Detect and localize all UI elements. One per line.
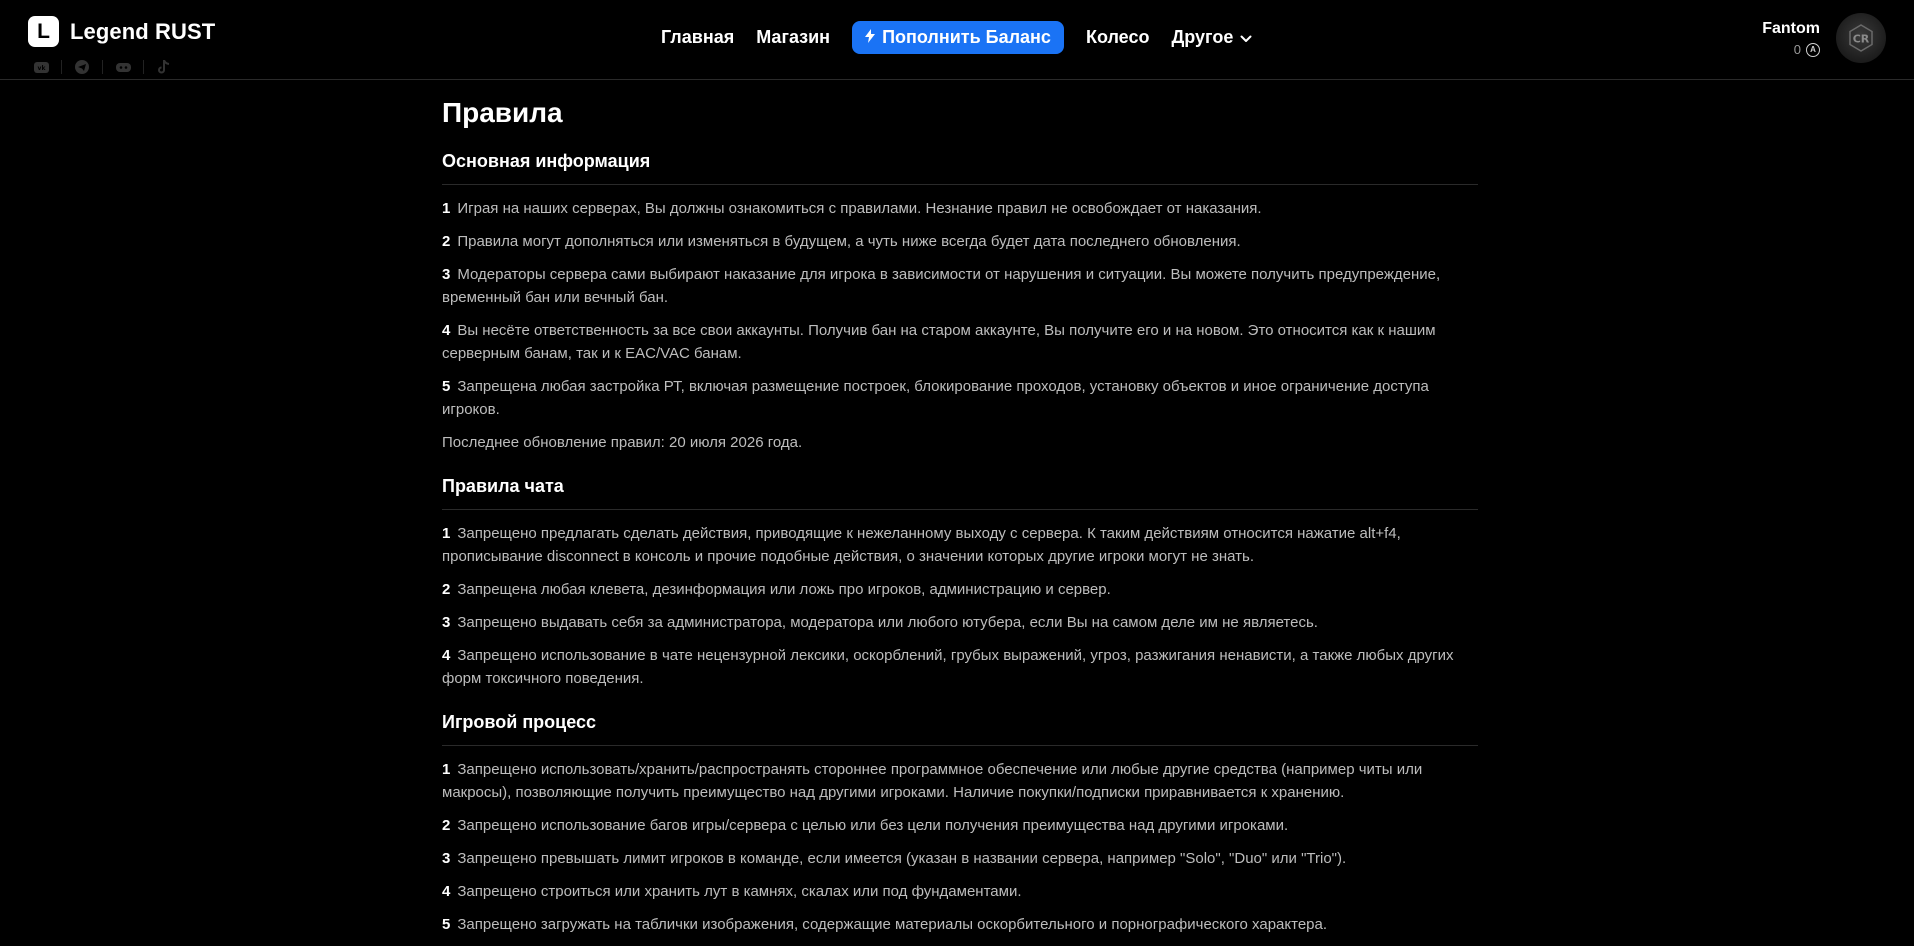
rule-item	[442, 913, 1478, 936]
tiktok-icon[interactable]	[155, 60, 173, 74]
rule-text: Запрещено использовать/хранить/распространять стороннее программное обеспечение или любые другие средства (например читы или макросы), позволяющие получить преимущество над другими игроками. Наличие покупки/подписки приравнивается к хранению.	[442, 761, 1423, 801]
discord-icon[interactable]	[114, 60, 132, 74]
rule-text: Запрещена любая застройка РТ, включая размещение построек, блокирование проходов, установку объектов и иное ограничение доступа игроков.	[442, 378, 1429, 418]
rule-item	[442, 263, 1478, 309]
page-title: Правила	[442, 97, 563, 128]
section-title: Правила чата	[442, 475, 1478, 510]
username[interactable]: Fantom	[1762, 20, 1820, 37]
rule-item	[442, 522, 1478, 568]
rule-number: 2	[442, 817, 451, 834]
rule-number: 4	[442, 647, 451, 664]
rules-sections	[442, 150, 1478, 936]
nav-other-label: Другое	[1171, 27, 1234, 47]
rule-number: 4	[442, 322, 451, 339]
rule-number: 1	[442, 761, 451, 778]
rule-number: 3	[442, 266, 451, 283]
brand-logo: L	[28, 16, 59, 47]
rule-text: Запрещено превышать лимит игроков в команде, если имеется (указан в названии сервера, например "Solo", "Duo" или "Trio").	[457, 850, 1347, 867]
user-panel	[1762, 13, 1886, 63]
rule-item	[442, 611, 1478, 634]
rule-item	[442, 847, 1478, 870]
rule-item	[442, 197, 1478, 220]
user-balance	[1762, 42, 1820, 57]
rule-text: Запрещена любая клевета, дезинформация или ложь про игроков, администрацию и сервер.	[457, 581, 1111, 598]
nav-shop[interactable]: Магазин	[756, 27, 831, 47]
rule-item	[442, 814, 1478, 837]
brand[interactable]	[28, 16, 215, 47]
nav-home[interactable]: Главная	[661, 27, 735, 47]
rules-list	[442, 197, 1478, 454]
rules-list	[442, 522, 1478, 690]
avatar-text: CR	[1852, 32, 1870, 46]
rule-text: Запрещено строиться или хранить лут в камнях, скалах или под фундаментами.	[457, 883, 1022, 900]
avatar[interactable]	[1836, 13, 1886, 63]
rule-number: 3	[442, 614, 451, 631]
social-links	[32, 60, 173, 74]
user-info	[1762, 19, 1820, 57]
rule-item	[442, 644, 1478, 690]
rule-item	[442, 319, 1478, 365]
topup-balance-label: Пополнить Баланс	[882, 27, 1051, 47]
vk-icon[interactable]	[32, 60, 50, 74]
main-nav	[661, 21, 1274, 54]
rule-number: 5	[442, 916, 451, 933]
rule-text: Играя на наших серверах, Вы должны ознакомиться с правилами. Незнание правил не освобождает от наказания.	[457, 200, 1262, 217]
rule-text: Запрещено использование багов игры/сервера с целью или без цели получения преимущества над другими игроками.	[457, 817, 1289, 834]
rules-content	[442, 80, 1478, 946]
rule-number: 3	[442, 850, 451, 867]
coin-icon: A	[1806, 43, 1820, 57]
rule-item	[442, 578, 1478, 601]
rule-text: Запрещено выдавать себя за администратора, модератора или любого ютубера, если Вы на самом деле им не являетесь.	[457, 614, 1318, 631]
rule-item	[442, 758, 1478, 804]
rule-number: 2	[442, 233, 451, 250]
rule-number: 4	[442, 883, 451, 900]
rule-text: Запрещено использование в чате нецензурной лексики, оскорблений, грубых выражений, угроз, разжигания ненависти, а также любых других форм токсичного поведения.	[442, 647, 1454, 687]
rule-text: Модераторы сервера сами выбирают наказание для игрока в зависимости от нарушения и ситуации. Вы можете получить предупреждение, временный бан или вечный бан.	[442, 266, 1441, 306]
rule-item	[442, 375, 1478, 421]
lightning-icon	[865, 27, 875, 48]
rule-number: 1	[442, 200, 451, 217]
chevron-down-icon	[1240, 27, 1252, 48]
divider	[61, 60, 62, 74]
rule-text: Вы несёте ответственность за все свои аккаунты. Получив бан на старом аккаунте, Вы получите его и на новом. Это относится как к нашим серверным банам, так и к EAC/VAC банам.	[442, 322, 1436, 362]
rule-number: 5	[442, 378, 451, 395]
rules-section	[442, 711, 1478, 936]
site-header	[0, 0, 1914, 80]
svg-text:vk: vk	[37, 64, 45, 72]
rule-text: Запрещено загружать на таблички изображения, содержащие материалы оскорбительного и порнографического характера.	[457, 916, 1328, 933]
rule-item	[442, 230, 1478, 253]
divider	[102, 60, 103, 74]
divider	[143, 60, 144, 74]
rules-list	[442, 758, 1478, 936]
section-title: Основная информация	[442, 150, 1478, 185]
nav-wheel[interactable]: Колесо	[1085, 27, 1150, 47]
rule-text: Запрещено предлагать сделать действия, приводящие к нежеланному выходу с сервера. К таким действиям относится нажатие alt+f4, прописывание disconnect в консоль и прочие подобные действия, о значении которых другие игроки могут не знать.	[442, 525, 1401, 565]
rules-section	[442, 150, 1478, 454]
rule-item	[442, 880, 1478, 903]
rule-text: Правила могут дополняться или изменяться в будущем, а чуть ниже всегда будет дата последнего обновления.	[457, 233, 1241, 250]
rule-number: 2	[442, 581, 451, 598]
last-updated: Последнее обновление правил: 20 июля 2026 года.	[442, 434, 803, 451]
topup-balance-button[interactable]	[852, 21, 1064, 54]
brand-name: Legend RUST	[70, 18, 216, 44]
rules-section	[442, 475, 1478, 690]
rule-number: 1	[442, 525, 451, 542]
balance-value: 0	[1793, 42, 1801, 57]
telegram-icon[interactable]	[73, 60, 91, 74]
nav-other-dropdown[interactable]	[1171, 27, 1252, 48]
section-title: Игровой процесс	[442, 711, 1478, 746]
